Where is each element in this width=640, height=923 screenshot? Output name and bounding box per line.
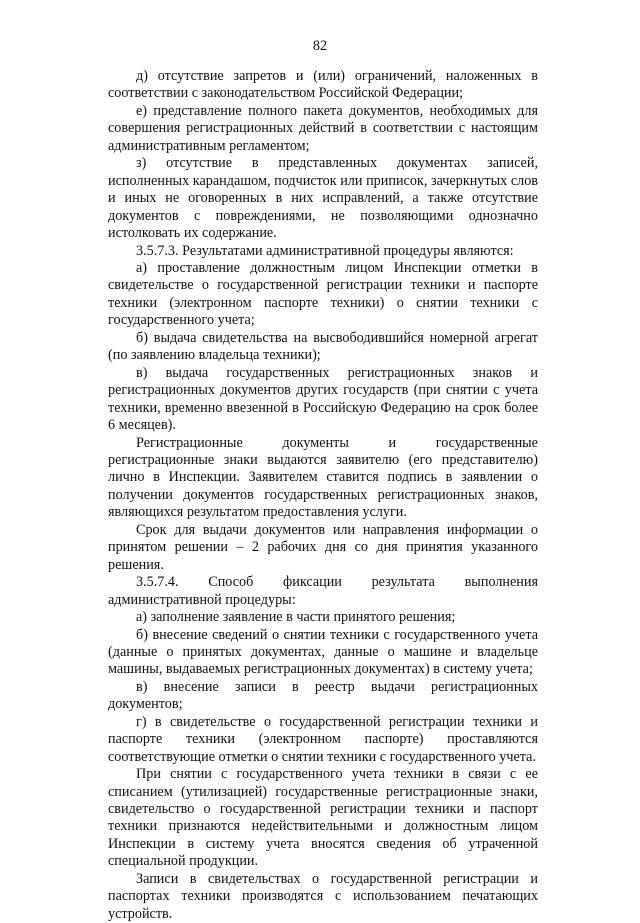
paragraph-documents-issued: Регистрационные документы и государственные регистрационные знаки выдаются заявителю (его представителю) лично в Инспекции. Заявителем ставится подпись в заявлении о получении документов государственных регистрационных знаков, являющихся результатом предоставления услуги. bbox=[108, 434, 538, 521]
paragraph-item-e: е) представление полного пакета документов, необходимых для совершения регистрационных действий в соответствии с настоящим административным регламентом; bbox=[108, 102, 538, 154]
section-3-5-7-3-heading: 3.5.7.3. Результатами административной процедуры являются: bbox=[136, 242, 514, 259]
paragraph-item-d: д) отсутствие запретов и (или) ограничений, наложенных в соответствии с законодательством Российской Федерации; bbox=[108, 68, 538, 102]
paragraph-record-g: г) в свидетельстве о государственной регистрации техники и паспорте техники (электронном паспорте) проставляются соответствующие отметки о снятии техники с государственного учета. bbox=[108, 713, 538, 765]
paragraph-record-a: а) заполнение заявление в части принятого решения; bbox=[136, 609, 456, 626]
section-3-5-7-4-heading: 3.5.7.4. Способ фиксации результата выполнения административной процедуры: bbox=[108, 574, 538, 608]
paragraph-record-b: б) внесение сведений о снятии техники с государственного учета (данные о принятых документах, данные о машине и владельце машины, выдаваемых регистрационных документах) в систему учета; bbox=[108, 626, 538, 678]
paragraph-result-b: б) выдача свидетельства на высвободившийся номерной агрегат (по заявлению владельца техники); bbox=[108, 329, 538, 364]
paragraph-record-v: в) внесение записи в реестр выдачи регистрационных документов; bbox=[108, 678, 538, 713]
paragraph-disposal: При снятии с государственного учета техники в связи с ее списанием (утилизацией) государственные регистрационные знаки, свидетельство о государственной регистрации техники и паспорт техники признаются недействительными и должностным лицом Инспекции в систему учета вносятся сведения об утраченной специальной продукции. bbox=[108, 766, 538, 870]
paragraph-result-a: а) проставление должностным лицом Инспекции отметки в свидетельстве о государственной регистрации техники и паспорте техники (электронном паспорте техники) о снятии техники с государственного учета; bbox=[108, 259, 538, 329]
document-body bbox=[108, 68, 538, 923]
paragraph-item-z: з) отсутствие в представленных документах записей, исполненных карандашом, подчисток или приписок, зачеркнутых слов и иных не оговоренных в них исправлений, а также отсутствие документов с повреждениями, не позволяющими однозначно истолковать их содержание. bbox=[108, 155, 538, 242]
page-number: 82 bbox=[312, 38, 328, 54]
paragraph-issue-deadline: Срок для выдачи документов или направления информации о принятом решении – 2 рабочих дня со дня принятия указанного решения. bbox=[108, 521, 538, 573]
paragraph-result-v: в) выдача государственных регистрационных знаков и регистрационных документов других государств (при снятии с учета техники, временно ввезенной в Российскую Федерацию на срок более 6 месяцев). bbox=[108, 364, 538, 434]
paragraph-printing-devices: Записи в свидетельствах о государственной регистрации и паспортах техники производятся с использованием печатающих устройств. bbox=[108, 870, 538, 922]
